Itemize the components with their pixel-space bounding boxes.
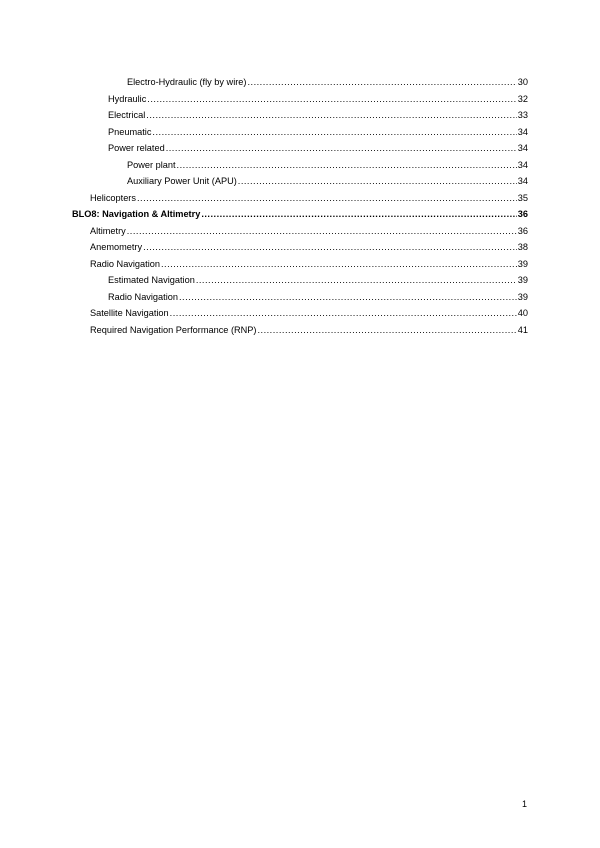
- toc-entry[interactable]: [108, 91, 528, 107]
- toc-dot-leader: [166, 140, 517, 156]
- toc-entry[interactable]: [127, 74, 528, 90]
- toc-entry-title: Helicopters: [90, 192, 136, 203]
- toc-entry[interactable]: [90, 322, 528, 338]
- toc-entry[interactable]: [72, 206, 528, 222]
- toc-entry-title: Anemometry: [90, 242, 143, 252]
- toc-entry-page: 30: [517, 77, 528, 87]
- toc-entry-page: 36: [517, 225, 528, 236]
- toc-dot-leader: [247, 74, 516, 90]
- toc-entry-title: Radio Navigation: [90, 258, 160, 269]
- toc-entry-page: 40: [517, 308, 528, 318]
- toc-entry-title: BLO8: Navigation & Altimetry: [72, 209, 201, 219]
- toc-entry[interactable]: [90, 305, 528, 321]
- toc-entry[interactable]: [90, 190, 528, 206]
- toc-entry-page: 39: [517, 258, 528, 269]
- toc-entry-page: 34: [517, 159, 528, 170]
- toc-entry-title: Altimetry: [90, 225, 126, 236]
- toc-dot-leader: [177, 157, 517, 173]
- toc-dot-leader: [179, 289, 517, 305]
- toc-entry[interactable]: [108, 124, 528, 140]
- toc-dot-leader: [143, 239, 517, 255]
- toc-dot-leader: [152, 124, 516, 140]
- toc-entry-title: Radio Navigation: [108, 291, 178, 302]
- toc-dot-leader: [137, 190, 517, 206]
- toc-entry[interactable]: [108, 140, 528, 156]
- toc-entry-title: Estimated Navigation: [108, 275, 195, 285]
- page-number: 1: [521, 799, 527, 809]
- toc-entry-page: 33: [517, 110, 528, 120]
- toc-entry[interactable]: [90, 223, 528, 239]
- toc-dot-leader: [257, 322, 516, 338]
- toc-entry-page: 41: [517, 324, 528, 335]
- toc-dot-leader: [196, 272, 517, 288]
- toc-entry-page: 39: [517, 275, 528, 285]
- toc-entry-page: 34: [517, 126, 528, 137]
- toc-entry[interactable]: [127, 173, 528, 189]
- toc-dot-leader: [147, 91, 516, 107]
- toc-entry-page: 34: [517, 176, 528, 186]
- toc-dot-leader: [170, 305, 517, 321]
- toc-entry-page: 34: [517, 143, 528, 153]
- toc-entry-title: Satellite Navigation: [90, 308, 169, 318]
- toc-entry-page: 32: [517, 93, 528, 104]
- toc-entry-title: Electrical: [108, 110, 146, 120]
- toc-dot-leader: [238, 173, 517, 189]
- toc-entry[interactable]: [127, 157, 528, 173]
- toc-entry-page: 38: [517, 242, 528, 252]
- toc-entry-page: 35: [517, 192, 528, 203]
- toc-entry[interactable]: [108, 272, 528, 288]
- toc-entry-title: Required Navigation Performance (RNP): [90, 324, 257, 335]
- toc-entry[interactable]: [90, 239, 528, 255]
- toc-entry[interactable]: [90, 256, 528, 272]
- toc-entry-title: Power related: [108, 143, 165, 153]
- toc-dot-leader: [161, 256, 517, 272]
- toc-dot-leader: [201, 206, 516, 222]
- toc-entry-title: Pneumatic: [108, 126, 152, 137]
- toc-entry-title: Auxiliary Power Unit (APU): [127, 176, 237, 186]
- toc-entry-page: 36: [517, 209, 528, 219]
- toc-entry[interactable]: [108, 289, 528, 305]
- toc-entry-page: 39: [517, 291, 528, 302]
- toc-entry-title: Power plant: [127, 159, 176, 170]
- toc-dot-leader: [146, 107, 516, 123]
- toc-dot-leader: [127, 223, 517, 239]
- toc-entry-title: Hydraulic: [108, 93, 147, 104]
- toc-entry[interactable]: [108, 107, 528, 123]
- toc-entry-title: Electro-Hydraulic (fly by wire): [127, 77, 247, 87]
